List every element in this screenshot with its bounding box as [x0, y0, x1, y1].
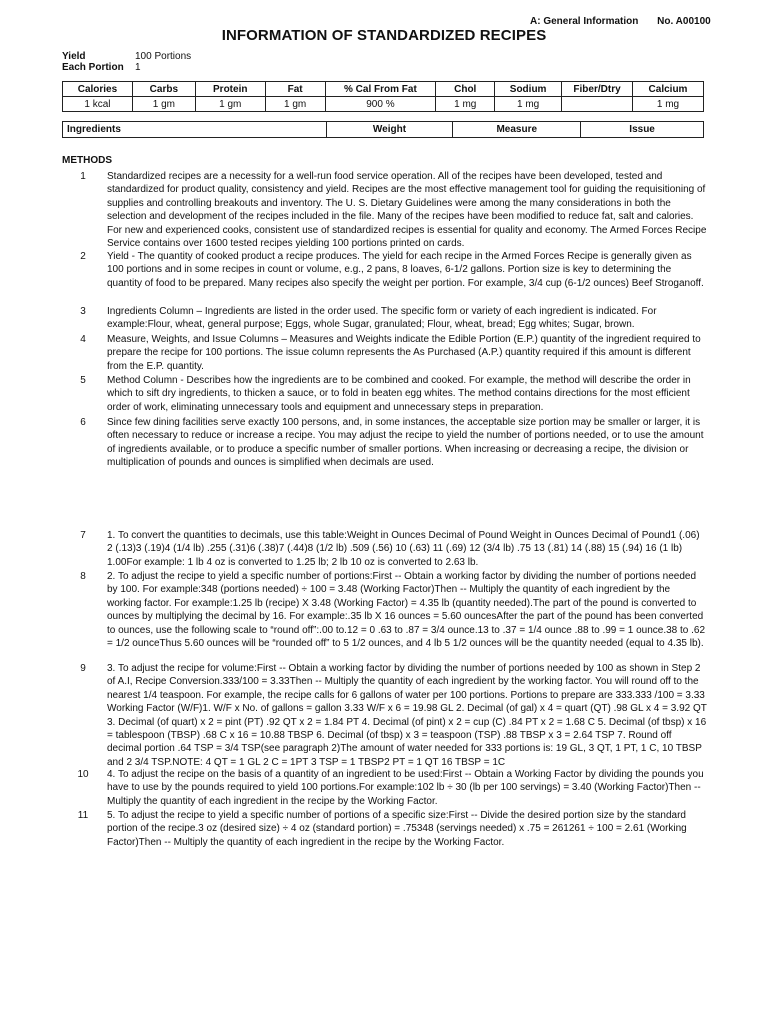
weight-column-header: Weight	[326, 122, 453, 138]
step-number: 11	[77, 810, 89, 821]
document-header-info	[530, 16, 711, 27]
step-number: 6	[80, 417, 86, 428]
step-text: 4. To adjust the recipe on the basis of a quantity of an ingredient to be used:First -- Obtain a Working Factor by dividing the pounds you have to use by the pounds required to yield 100 portions.For example:102 lb ÷ 30 (lb per 100 servings) = 3.40 (Working Factor)Then -- Multiply the quantity of each ingredient in the recipe by the Working Factor.	[107, 769, 704, 807]
methods-heading: METHODS	[62, 155, 112, 166]
ingredients-column-header: Ingredients	[63, 122, 327, 138]
step-number: 9	[80, 663, 86, 674]
step-number: 5	[80, 375, 86, 386]
nutrition-header-cell: Fat	[265, 82, 325, 97]
nutrition-header-cell: Calcium	[633, 82, 704, 97]
nutrition-header-cell: Protein	[195, 82, 265, 97]
nutrition-value-cell: 1 mg	[436, 97, 495, 112]
yield-block	[62, 51, 191, 73]
yield-label: Yield	[62, 51, 86, 62]
step-number: 2	[80, 251, 86, 262]
yield-value: 100 Portions	[135, 51, 192, 62]
portion-label: Each Portion	[62, 62, 124, 73]
step-number: 7	[80, 530, 86, 541]
yield-row	[62, 51, 191, 62]
nutrition-value-cell: 900 %	[325, 97, 436, 112]
step-text: 1. To convert the quantities to decimals, use this table:Weight in Ounces Decimal of Pound Weight in Ounces Decimal of Pound1 (.06) 2 (.13)3 (.19)4 (1/4 lb) .255 (.31)6 (.38)7 (.44)8 (1/2 lb) .509 (.56) 10 (.63) 11 (.69) 12 (3/4 lb) .75 13 (.81) 14 (.88) 15 (.94) 16 (1 lb) 1.00For example: 1 lb 4 oz is converted to 1.25 lb; 2 lb 10 oz is converted to 2.63 lb.	[107, 530, 700, 568]
step-text: 3. To adjust the recipe for volume:First -- Obtain a working factor by dividing the number of portions needed by 100 as shown in Step 2 of A.I, Recipe Conversion.333/100 = 3.33Then -- Multiply the quantity of each ingredient by the working factor. You will round off to the nearest 1/4 teaspoon. For example, the recipe calls for 6 gallons of water per 100 portions. Portions to prepare are 333.333 /100 = 3.33 Working Factor (W/F)1. W/F x No. of gallons = gallon 3.33 W/F x 6 = 19.98 GL 2. Decimal (of gal) x 4 = quart (QT) .98 GL x 4 = 3.92 QT 3. Decimal (of quart) x 2 = pint (PT) .92 QT x 2 = 1.84 PT 4. Decimal (of pint) x 2 = cup (C) .84 PT x 2 = 1.68 C 5. Decimal (of tbsp) x 16 = tablespoon (TBSP) .68 C x 16 = 10.88 TBSP 6. Decimal (of tbsp) x 3 = teaspoon (TSP) .88 TBSP x 3 = 2.64 TSP 7. Round off decimal portion .64 TSP = 3/4 TSP(see paragraph 2)The amount of water needed for 333 portions is: 19 GL, 3 QT, 1 PT, 1 C, 10 TBSP and 2 3/4 TSP.NOTE: 4 QT = 1 GL 2 C = 1PT 3 TSP = 1 TBSP2 PT = 1 QT 16 TBSP = 1C	[107, 663, 707, 768]
ingredients-header-table	[62, 121, 704, 138]
nutrition-header-cell: % Cal From Fat	[325, 82, 436, 97]
nutrition-header-cell: Carbs	[132, 82, 195, 97]
nutrition-header-cell: Chol	[436, 82, 495, 97]
nutrition-table	[62, 81, 704, 112]
step-number: 4	[80, 334, 86, 345]
nutrition-header-cell: Calories	[63, 82, 133, 97]
step-number: 8	[80, 571, 86, 582]
step-text: Since few dining facilities serve exactly 100 persons, and, in some instances, the acceptable size portion may be smaller or larger, it is often necessary to reduce or increase a recipe. You may adjust the recipe to yield the number of portions needed, or to use the amount of ingredients available, or to produce a specific number of smaller portions. When increasing or decreasing a recipe, the division or multiplication of pounds and ounces is simplified when decimals are used.	[107, 417, 704, 469]
nutrition-value-cell: 1 mg	[633, 97, 704, 112]
issue-column-header: Issue	[581, 122, 704, 138]
ingredients-header-row	[63, 122, 704, 138]
step-text: 5. To adjust the recipe to yield a specific number of portions of a specific size:First -- Divide the desired portion size by the standard portion of the recipe.3 oz (desired size) ÷ 4 oz (standard portion) = .75348 (servings needed) x .75 = 261261 ÷ 100 = 2.61 (Working Factor)Then -- Multiply the quantity of each ingredient in the recipe by the Working Factor.	[107, 810, 687, 848]
portion-row	[62, 62, 191, 73]
document-number: No. A00100	[657, 16, 711, 27]
step-text: Yield - The quantity of cooked product a recipe produces. The yield for each recipe in the Armed Forces Recipe is generally given as 100 portions and in some recipes in count or volume, e.g., 2 pans, 8 loaves, 6-1/2 gallons. Portion size is key to determining the quantity of food to be prepared. Many recipes also specify the weight per portion. For example, 3/4 cup (6-1/2 ounces) Beef Stroganoff.	[107, 251, 704, 289]
step-text: Ingredients Column – Ingredients are listed in the order used. The specific form or variety of each ingredient is indicated. For example:Flour, wheat, general purpose; Eggs, whole Sugar, granulated; Flour, wheat, bread; Egg whites; Sugar, brown.	[107, 306, 657, 331]
section-label: A: General Information	[530, 16, 639, 27]
nutrition-header-row	[63, 82, 704, 97]
step-text: 2. To adjust the recipe to yield a specific number of portions:First -- Obtain a working factor by dividing the number of portions needed by 100. For example:348 (portions needed) ÷ 100 = 3.48 (Working Factor)Then -- Multiply the quantity of each ingredient by the working factor. For example:1.25 lb (recipe) X 3.48 (Working Factor) = 4.35 lb (quantity needed).The part of the pound is converted to ounces by multiplying the decimal by 16. For example:.35 lb X 16 ounces = 5.60 ouncesAfter the part of the pound has been converted to ounces, use the following scale to “round off”:.00 to.12 = 0 .63 to .87 = 3/4 ounce.13 to .37 = 1/4 ounce .88 to .99 = 1 ounce.38 to .62 = 1/2 ounceThus 5.60 ounces will be “rounded off” to 5 1/2 ounces, and 4 lb 5 1/2 ounces will be the quantity needed (equal to 4.35 lb).	[107, 571, 706, 650]
nutrition-value-cell: 1 gm	[132, 97, 195, 112]
nutrition-value-cell	[562, 97, 633, 112]
measure-column-header: Measure	[453, 122, 581, 138]
step-text: Standardized recipes are a necessity for a well-run food service operation. All of the recipes have been developed, tested and standardized for product quality, consistency and yield. Recipes are the most effective management tool for guiding the requisitioning of supplies and controlling breakouts and inventory. The U. S. Dietary Guidelines were among the many considerations in both the selection and development of the recipes included in the file. Many of the recipes have been modified to reduce fat, salt and calories. For new and experienced cooks, consistent use of standardized recipes is essential for quality and economy. The Armed Forces Recipe Service contains over 1600 tested recipes yielding 100 portions printed on cards.	[107, 171, 707, 250]
step-number: 1	[80, 171, 86, 182]
nutrition-value-cell: 1 mg	[495, 97, 562, 112]
step-number: 10	[77, 769, 89, 780]
nutrition-header-cell: Fiber/Dtry	[562, 82, 633, 97]
nutrition-value-row	[63, 97, 704, 112]
portion-value: 1	[135, 62, 141, 73]
step-text: Measure, Weights, and Issue Columns – Measures and Weights indicate the Edible Portion (E.P.) quantity of the ingredient required to prepare the recipe for 100 portions. The issue column represents the As Purchased (A.P.) quantity required if this amount is different from the E.P. quantity.	[107, 334, 701, 372]
nutrition-value-cell: 1 gm	[195, 97, 265, 112]
nutrition-header-cell: Sodium	[495, 82, 562, 97]
nutrition-value-cell: 1 kcal	[63, 97, 133, 112]
step-number: 3	[80, 306, 86, 317]
nutrition-value-cell: 1 gm	[265, 97, 325, 112]
step-text: Method Column - Describes how the ingredients are to be combined and cooked. For example, the method will describe the order in which to sift dry ingredients, to thicken a sauce, or to fold in beaten egg whites. The method contains directions for the most efficient order of work, eliminating unnecessary tools and equipment and unnecessary steps in preparation.	[107, 375, 691, 413]
page-title: INFORMATION OF STANDARDIZED RECIPES	[221, 27, 547, 44]
